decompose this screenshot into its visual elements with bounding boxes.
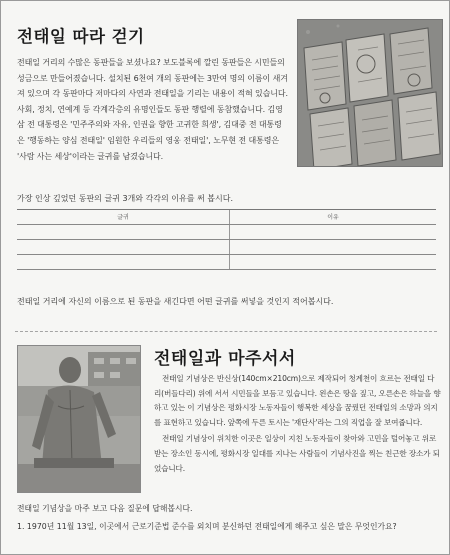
answer-inscription-cell[interactable] [17, 240, 229, 254]
answer-row[interactable] [17, 225, 436, 240]
question-inscriptions: 가장 인상 깊었던 동판의 글귀 3개와 각각의 이유를 써 봅시다. [17, 194, 233, 203]
section2-text [154, 372, 441, 476]
question-own-plaque: 전태일 거리에 자신의 이름으로 된 동판을 새긴다면 어떤 글귀를 써넣을 것인지 적어봅시다. [17, 297, 334, 306]
statue-photo-graphic [18, 346, 141, 493]
header-reason: 이유 [229, 210, 436, 224]
header-inscription: 글귀 [117, 214, 129, 221]
section2-title: 전태일과 마주서서 [154, 349, 296, 369]
inscription-answer-table [17, 209, 436, 270]
section2-paragraph: 전태일 기념상이 위치한 이곳은 일상이 지친 노동자들이 찾아와 고민을 털어놓고 위로받는 장소인 동시에, 평화시장 일대를 지나는 사람들이 기념사진을 찍는 친근한 장소가 되었습니다. [154, 434, 440, 473]
answer-inscription-cell[interactable] [17, 225, 229, 239]
answer-row[interactable] [17, 240, 436, 255]
answer-inscription-cell[interactable] [17, 255, 229, 269]
answer-row[interactable] [17, 255, 436, 270]
table-header-row [17, 210, 436, 225]
statue-photo [17, 345, 141, 493]
bronze-plaques-photo [297, 19, 443, 167]
question-message-to-jeon: 1. 1970년 11월 13일, 이곳에서 근로기준법 준수를 외치며 분신하던 전태일에게 해주고 싶은 말은 무엇인가요? [17, 522, 397, 531]
section2-paragraph: 전태일 기념상은 반신상(140cm×210cm)으로 제작되어 청계천이 흐르는 전태일 다리(버들다리) 위에 서서 시민들을 보듬고 있습니다. 왼손은 땅을 짚고, 오른손은 하늘을 향하고 있는 이 기념상은 평화시장 노동자들이 행복한 세상을 꿈꿨던 전태일의 소망과 의지를 표현하고 있습니다. 앞쪽에 두른 토시는 '재단사'라는 그의 직업을 잘 보여줍니다. [154, 374, 441, 427]
answer-reason-cell[interactable] [229, 225, 436, 239]
section1-title: 전태일 따라 걷기 [17, 27, 145, 46]
section1-paragraph: 전태일 거리의 수많은 동판들을 보셨나요? 보도블록에 깔린 동판들은 시민들의 성금으로 만들어졌습니다. 설치된 6천여 개의 동판에는 3만여 명의 이름이 새겨져 있으며 각 동판마다 저마다의 사연과 전태일을 기리는 내용이 적혀 있습니다. 사회, 정치, 연예계 등 각계각층의 유명인들도 동판 행렬에 동참했습니다. 김영삼 전 대통령은 '민주주의와 자유, 인권을 향한 고귀한 희생', 김대중 전 대통령은 '행동하는 양심 전태일' 임원한 우리들의 영웅 전태일', 노무현 전 대통령은 '사람 사는 세상'이라는 글귀를 남겼습니다. [17, 58, 288, 161]
plaques-photo-graphic [298, 20, 443, 167]
answer-reason-cell[interactable] [229, 240, 436, 254]
section-divider [15, 331, 437, 332]
section2-instruction: 전태일 기념상을 마주 보고 다음 질문에 답해봅시다. [17, 504, 193, 513]
answer-reason-cell[interactable] [229, 255, 436, 269]
